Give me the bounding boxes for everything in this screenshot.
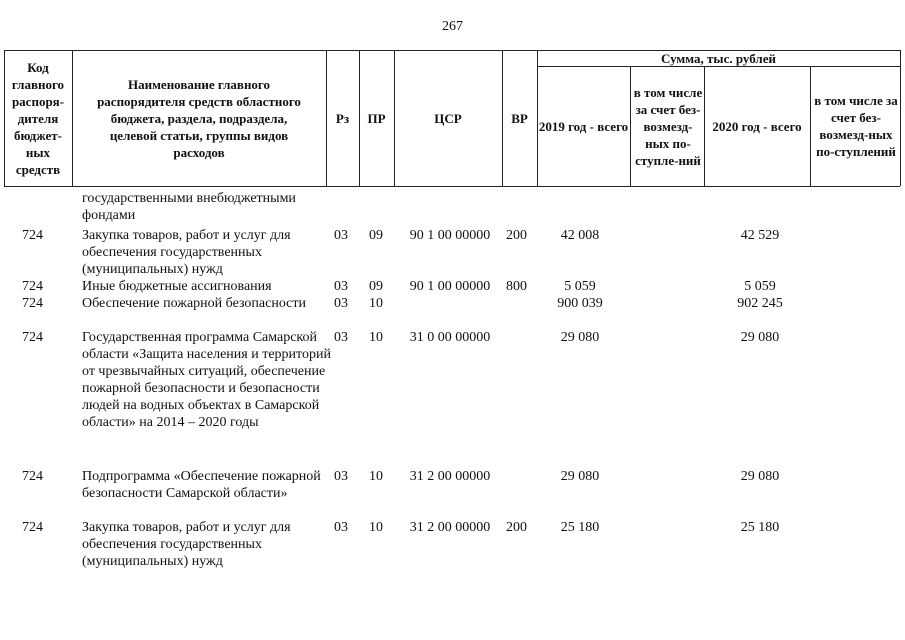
row-vr: 200 [506, 520, 527, 535]
header-sum: Сумма, тыс. рублей [661, 50, 776, 66]
row-sum-2020: 29 080 [740, 469, 780, 484]
row-pr: 10 [369, 296, 383, 311]
header-code: Код главного распоря-дителя бюджет-ных средств [11, 59, 65, 177]
header-vr: ВР [511, 110, 528, 126]
table-header [4, 50, 900, 186]
row-rz: 03 [334, 520, 348, 535]
row-rz: 03 [334, 228, 348, 243]
row-name: Обеспечение пожарной безопасности [82, 296, 307, 311]
row-rz: 03 [334, 279, 348, 294]
row-name: Иные бюджетные ассигнования [82, 279, 272, 294]
header-2020-total: 2020 год - всего [712, 118, 802, 134]
row-vr: 200 [506, 228, 527, 243]
header-2020-gratuitous: в том числе за счет без-возмезд-ных по-ступлений [814, 93, 898, 159]
row-code: 724 [22, 330, 43, 345]
row-sum-2020: 5 059 [744, 279, 776, 294]
row-code: 724 [22, 469, 43, 484]
header-rz: Рз [335, 110, 350, 126]
row-name: Государственная программа Самарской области «Защита населения и территорий от чрезвычайных ситуаций, обеспечение пожарной безопасности и безопасности людей на водных объектах в Самарской области» на 2014 – 2020 годы [82, 330, 331, 430]
row-csr: 90 1 00 00000 [409, 279, 491, 294]
row-sum-2019: 900 039 [557, 296, 603, 311]
row-sum-2019: 25 180 [560, 520, 600, 535]
header-2019-gratuitous: в том числе за счет без-возмезд-ных по-ступле-ний [633, 84, 703, 168]
row-csr: 31 2 00 00000 [409, 469, 491, 484]
header-2019-total: 2019 год - всего [538, 118, 629, 134]
row-sum-2020: 25 180 [740, 520, 780, 535]
row-csr: 31 2 00 00000 [409, 520, 491, 535]
row-pr: 09 [369, 228, 383, 243]
row-rz: 03 [334, 296, 348, 311]
row-sum-2020: 29 080 [740, 330, 780, 345]
row-pr: 10 [369, 469, 383, 484]
row-sum-2019: 42 008 [560, 228, 600, 243]
header-pr: ПР [367, 110, 386, 126]
row-sum-2020: 902 245 [737, 296, 783, 311]
row-pr: 10 [369, 330, 383, 345]
row-code: 724 [22, 279, 43, 294]
row-sum-2019: 29 080 [560, 330, 600, 345]
row-name: Закупка товаров, работ и услуг для обеспечения государственных (муниципальных) нужд [82, 228, 291, 277]
row-sum-2020: 42 529 [740, 228, 780, 243]
row-csr: 31 0 00 00000 [409, 330, 491, 345]
row-code: 724 [22, 520, 43, 535]
row-rz: 03 [334, 330, 348, 345]
row-csr: 90 1 00 00000 [409, 228, 491, 243]
row-code: 724 [22, 228, 43, 243]
header-csr: ЦСР [434, 110, 462, 126]
row-name: Закупка товаров, работ и услуг для обеспечения государственных (муниципальных) нужд [82, 520, 291, 569]
row-code: 724 [22, 296, 43, 311]
row-pr: 10 [369, 520, 383, 535]
header-name: Наименование главного распорядителя средств областного бюджета, раздела, подраздела, целевой статьи, группы видов расходов [97, 76, 301, 160]
row-name: Подпрограмма «Обеспечение пожарной безопасности Самарской области» [82, 469, 321, 501]
row-rz: 03 [334, 469, 348, 484]
row-sum-2019: 5 059 [564, 279, 596, 294]
continuation-text: государственными внебюджетными фондами [82, 191, 296, 223]
row-vr: 800 [506, 279, 527, 294]
page-number: 267 [442, 19, 463, 34]
row-sum-2019: 29 080 [560, 469, 600, 484]
row-pr: 09 [369, 279, 383, 294]
